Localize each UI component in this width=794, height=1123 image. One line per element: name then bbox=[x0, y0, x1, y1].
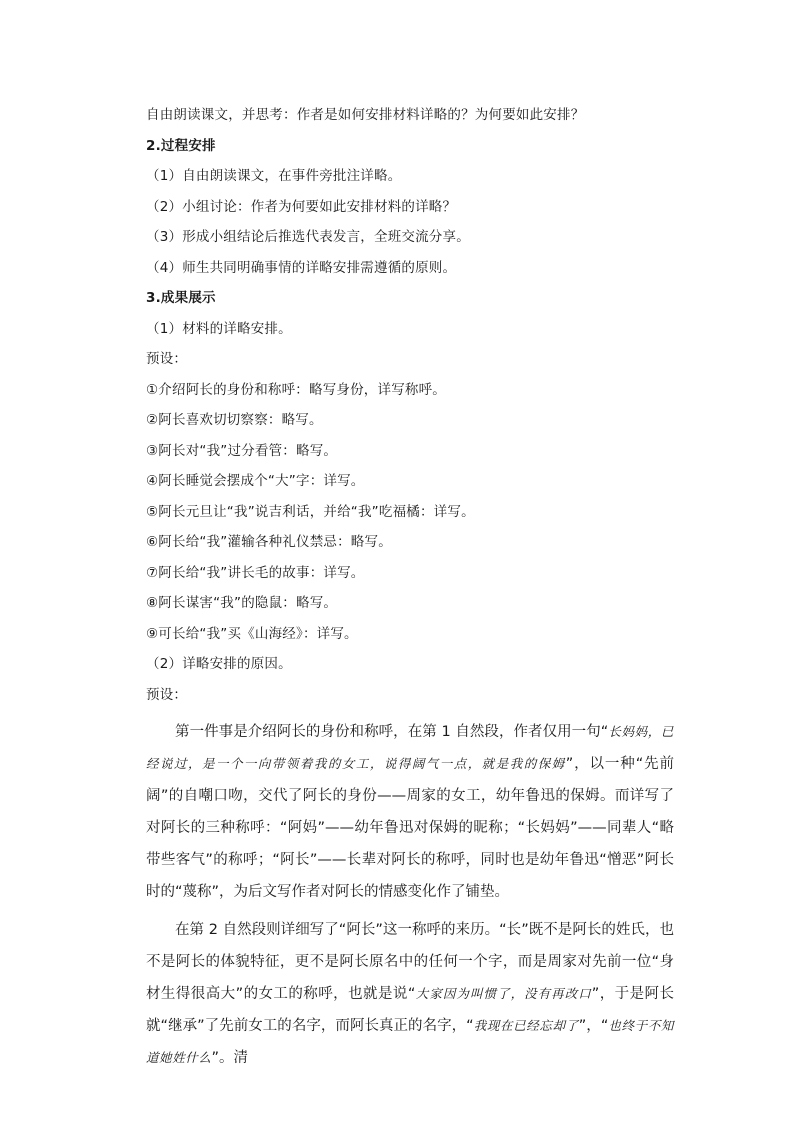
paragraph-text: ”，于是阿长就“继承”了先前女工的名字，而阿长真正的名字，“ bbox=[146, 986, 674, 1034]
text-line: ④阿长睡觉会摆成个“大”字：详写。 bbox=[146, 473, 365, 489]
quoted-text: 大家因为叫惯了，没有再改口 bbox=[415, 986, 592, 1001]
paragraph-text: 在第 2 自然段则详细写了“阿长”这一称呼的来历。“长”既不是阿长的姓氏，也不是阿长的体貌特征，更不是阿长原名中的任何一个字，而是周家对先前一位“身材生得很高大”的女工的称呼，也就是说“ bbox=[146, 922, 674, 1002]
section-heading: 2.过程安排 bbox=[146, 137, 216, 154]
text-line: （3）形成小组结论后推选代表发言，全班交流分享。 bbox=[146, 229, 470, 245]
quoted-text: 长妈妈，已经说过，是一个一向带领着我的女工，说得阔气一点，就是我的保姆 bbox=[146, 724, 674, 771]
paragraph-text: ”。清 bbox=[211, 1050, 249, 1066]
text-line: ②阿长喜欢切切察察：略写。 bbox=[146, 412, 323, 428]
analysis-paragraph-2 bbox=[146, 914, 674, 1074]
text-line: ⑥阿长给“我”灌输各种礼仪禁忌：略写。 bbox=[146, 534, 392, 550]
text-line: ⑤阿长元旦让“我”说吉利话，并给“我”吃福橘：详写。 bbox=[146, 503, 475, 520]
text-line: ①介绍阿长的身份和称呼：略写身份，详写称呼。 bbox=[146, 381, 447, 398]
text-line: ⑦阿长给“我”讲长毛的故事：详写。 bbox=[146, 564, 365, 581]
quoted-text: 我现在已经忘却了 bbox=[473, 1018, 579, 1033]
section-heading: 3.成果展示 bbox=[146, 290, 216, 306]
text-line: （1）自由朗读课文，在事件旁批注详略。 bbox=[146, 168, 402, 184]
text-line: 预设： bbox=[146, 686, 188, 703]
text-line: （1）材料的详略安排。 bbox=[146, 320, 292, 337]
paragraph-text: ”，“ bbox=[578, 1018, 609, 1034]
paragraph-text: 第一件事是介绍阿长的身份和称呼，在第 1 自然段，作者仅用一句“ bbox=[175, 724, 609, 740]
quoted-text: 也终于不知道她姓什么 bbox=[146, 1018, 674, 1065]
analysis-paragraph-1 bbox=[146, 716, 674, 908]
text-line: ⑨可长给“我”买《山海经》：详写。 bbox=[146, 625, 358, 642]
text-line: 自由朗读课文，并思考：作者是如何安排材料详略的？为何要如此安排？ bbox=[146, 107, 585, 123]
text-line: ③阿长对“我”过分看管：略写。 bbox=[146, 442, 338, 459]
document-body bbox=[146, 100, 674, 1074]
text-line: （2）小组讨论：作者为何要如此安排材料的详略？ bbox=[146, 198, 457, 215]
paragraph-text: ”，以一种“先前阔”的自嘲口吻，交代了阿长的身份——周家的女工，幼年鲁迅的保姆。而详写了对阿长的三种称呼：“阿妈”——幼年鲁迅对保姆的昵称；“长妈妈”——同辈人“略带些客气”的称呼；“阿长”——长辈对阿长的称呼，同时也是幼年鲁迅“憎恶”阿长时的“蔑称”，为后文写作者对阿长的情感变化作了铺垫。 bbox=[146, 756, 674, 900]
text-line: 预设： bbox=[146, 351, 188, 367]
text-line: ⑧阿长谋害“我”的隐鼠：略写。 bbox=[146, 595, 338, 611]
text-line: （2）详略安排的原因。 bbox=[146, 656, 292, 672]
text-line: （4）师生共同明确事情的详略安排需遵循的原则。 bbox=[146, 259, 457, 276]
outline-lines bbox=[146, 100, 674, 710]
